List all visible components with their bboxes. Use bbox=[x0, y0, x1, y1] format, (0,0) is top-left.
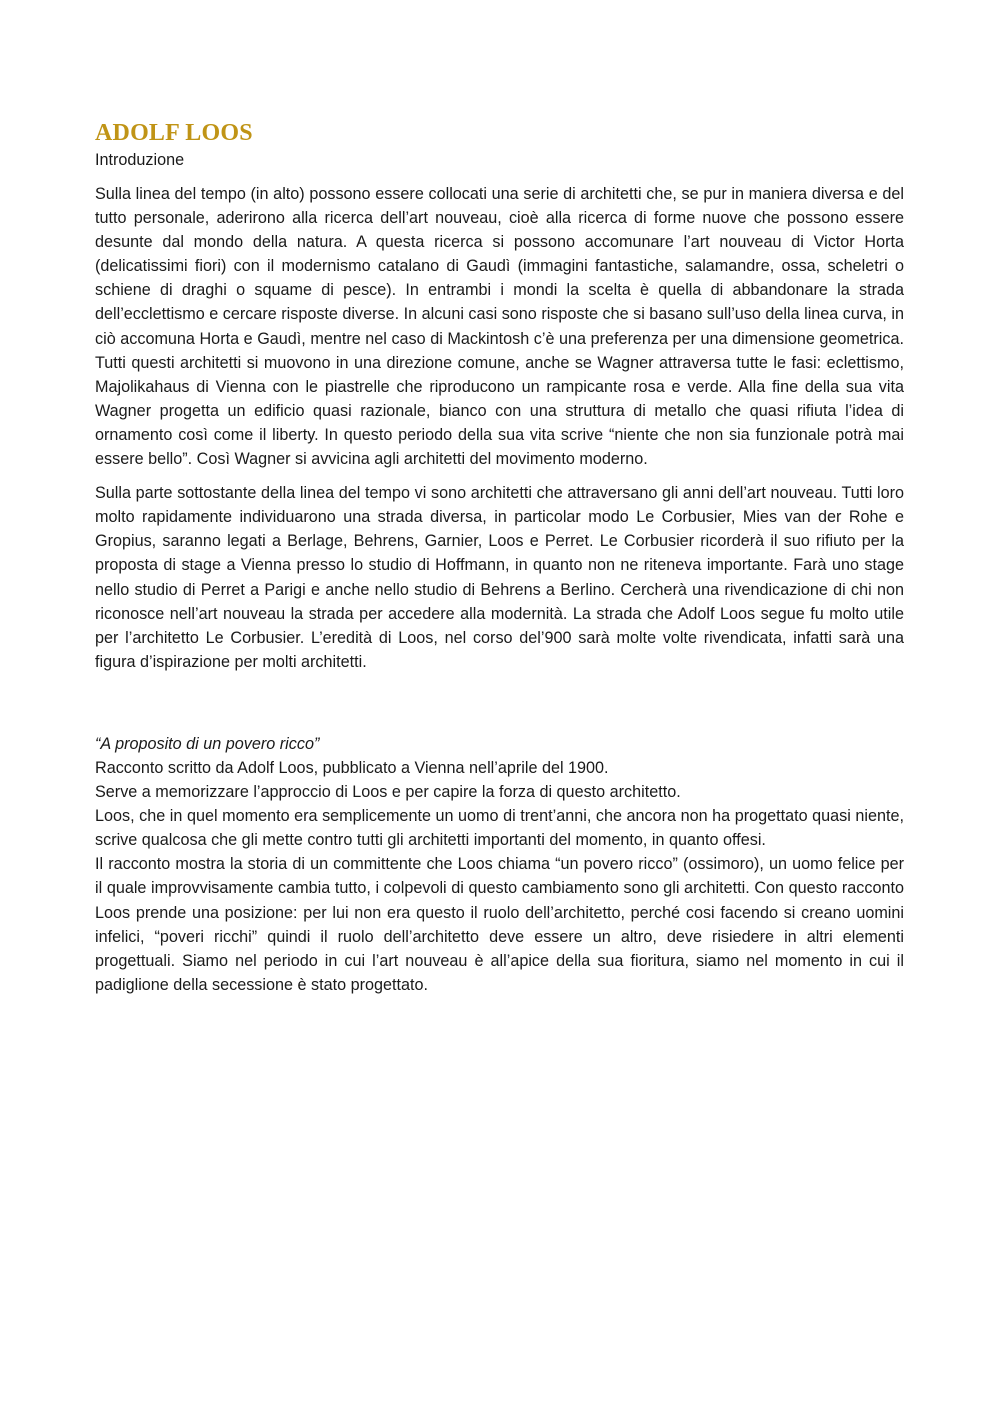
section-line-3: Loos, che in quel momento era semplicemente un uomo di trent’anni, che ancora non ha progettato quasi niente, scrive qualcosa che gli mette contro tutti gli architetti importanti del momento, in quanto offesi. bbox=[95, 807, 904, 850]
section-spacer bbox=[95, 684, 904, 732]
section-line-2: Serve a memorizzare l’approccio di Loos e per capire la forza di questo architetto. bbox=[95, 783, 681, 802]
page-title: ADOLF LOOS bbox=[95, 120, 253, 146]
paragraph-intro-2: Sulla parte sottostante della linea del tempo vi sono architetti che attraversano gli anni dell’art nouveau. Tutti loro molto rapidamente individuarono una strada diversa, in particolar modo Le Corbusier, Mies van der Rohe e Gropius, saranno legati a Berlage, Behrens, Garnier, Loos e Perret. Le Corbusier ricorderà il suo rifiuto per la proposta di stage a Vienna presso lo studio di Hoffmann, in quanto non ne riteneva importante. Farà uno stage nello studio di Perret a Parigi e anche nello studio di Behrens a Berlino. Cercherà una rivendicazione di chi non riconosce nell’art nouveau la strada per accedere alla modernità. La strada che Adolf Loos segue fu molto utile per l’architetto Le Corbusier. L’eredità di Loos, nel corso del’900 sarà molte volte rivendicata, infatti sarà una figura d’ispirazione per molti architetti. bbox=[95, 484, 904, 671]
section-line-4: Il racconto mostra la storia di un committente che Loos chiama “un povero ricco” (ossimoro), un uomo felice per il quale improvvisamente cambia tutto, i colpevoli di questo cambiamento sono gli architetti. Con questo racconto Loos prende una posizione: per lui non era questo il ruolo dell’architetto, perché cosi facendo si creano uomini infelici, “poveri ricchi” quindi il ruolo dell’architetto deve essere un altro, deve risiedere in altri elementi progettuali. Siamo nel periodo in cui l’art nouveau è all’apice della sua fioritura, siamo nel momento in cui il padiglione della secessione è stato progettato. bbox=[95, 855, 904, 994]
document-page bbox=[95, 118, 904, 997]
paragraph-intro-1: Sulla linea del tempo (in alto) possono essere collocati una serie di architetti che, se pur in maniera diversa e del tutto personale, aderirono alla ricerca dell’art nouveau, cioè alla ricerca di forme nuove che possono essere desunte dal mondo della natura. A questa ricerca si possono accomunare l’art nouveau di Victor Horta (delicatissimi fiori) con il modernismo catalano di Gaudì (immagini fantastiche, salamandre, ossa, scheletri o schiene di draghi o squame di pesce). In entrambi i mondi la scelta è quella di abbandonare la strada dell’ecclettismo e cercare risposte diverse. In alcuni casi sono risposte che si basano sull’uso della linea curva, in ciò accomuna Horta e Gaudì, mentre nel caso di Mackintosh c’è una preferenza per una dimensione geometrica. Tutti questi architetti si muovono in una direzione comune, anche se Wagner attraversa tutte le fasi: eclettismo, Majolikahaus di Vienna con le piastrelle che riproducono un rampicante rosa e verde. Alla fine della sua vita Wagner progetta un edificio quasi razionale, bianco con una struttura di metallo che quasi rifiuta l’idea di ornamento così come il liberty. In questo periodo della sua vita scrive “niente che non sia funzionale potrà mai essere bello”. Così Wagner si avvicina agli architetti del movimento moderno. bbox=[95, 185, 904, 469]
section-line-1: Racconto scritto da Adolf Loos, pubblicato a Vienna nell’aprile del 1900. bbox=[95, 758, 609, 777]
page-subtitle: Introduzione bbox=[95, 151, 185, 169]
section-title: “A proposito di un povero ricco” bbox=[95, 734, 320, 753]
